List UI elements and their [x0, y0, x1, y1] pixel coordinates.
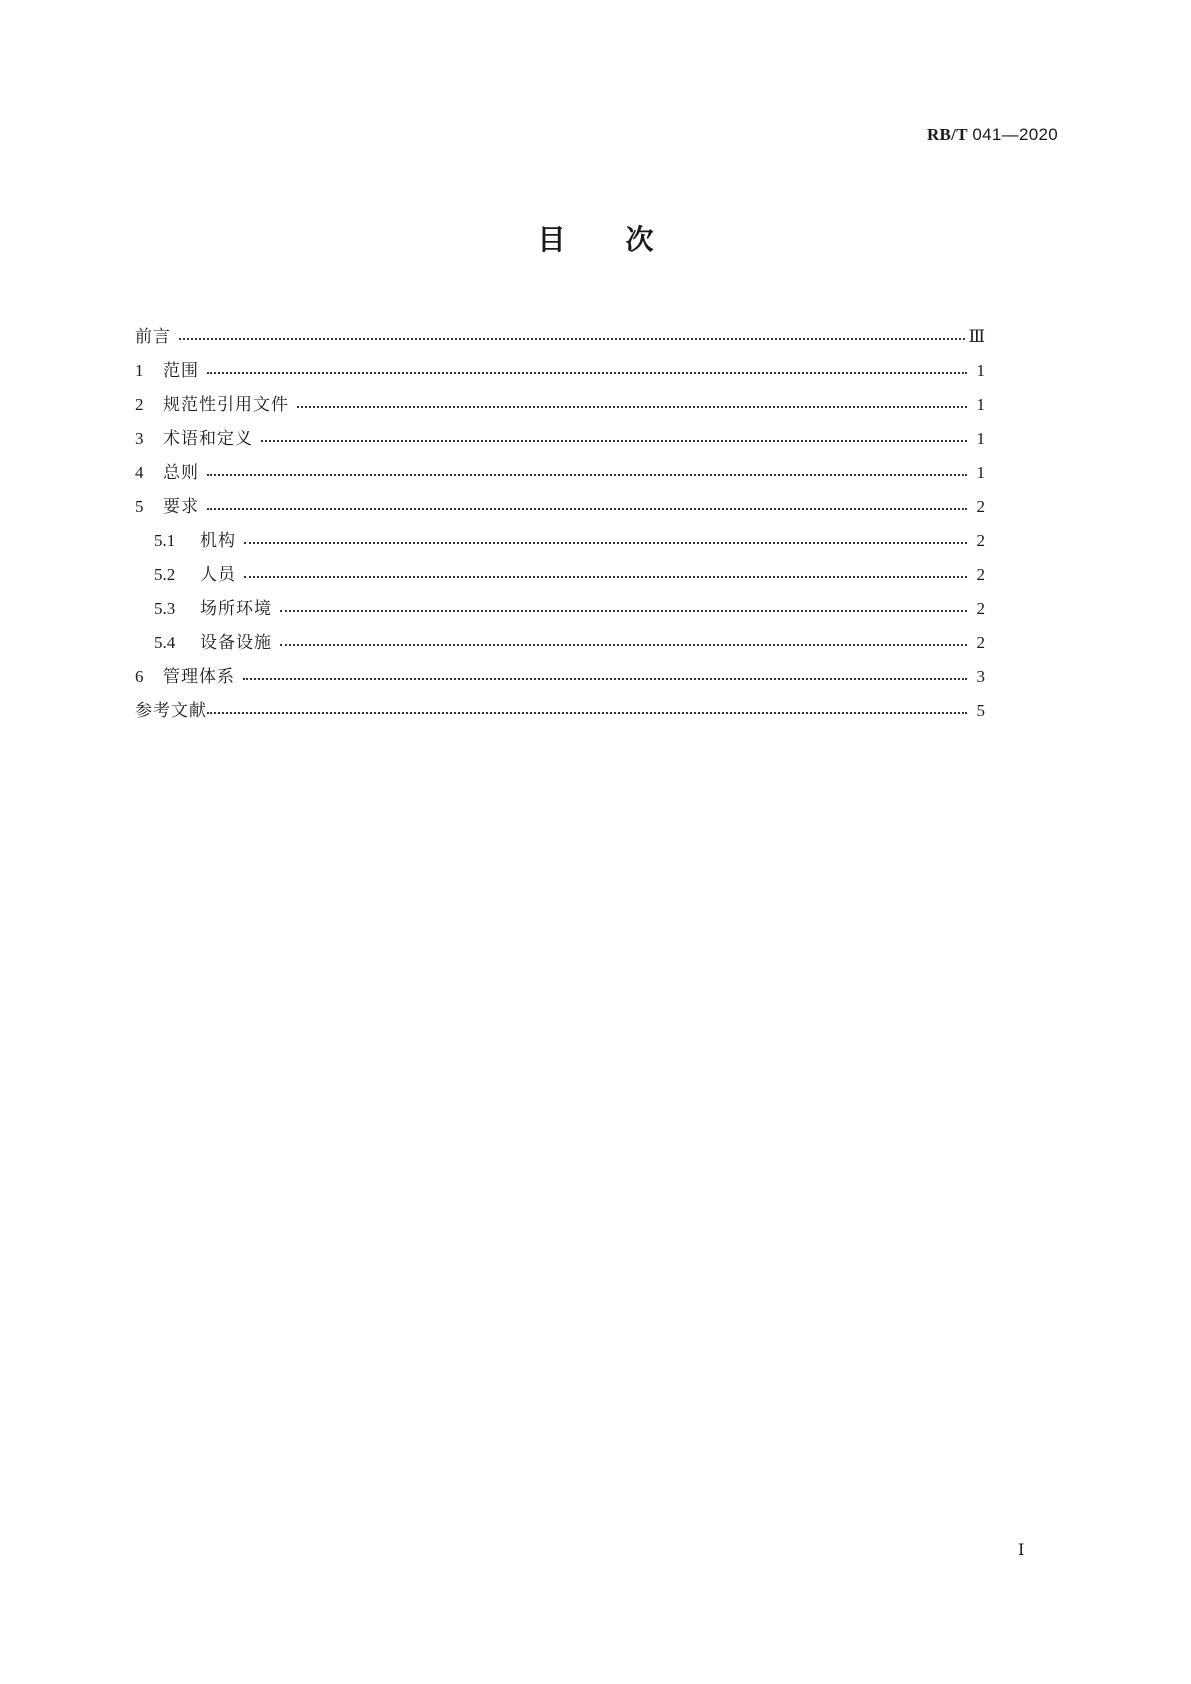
- toc-entry-page: 2: [976, 565, 985, 584]
- toc-entry-5-4[interactable]: [154, 631, 985, 655]
- toc-entry-page: 1: [976, 429, 985, 448]
- toc-entry-number: 6: [135, 667, 144, 686]
- toc-entry-label: 机构: [200, 531, 236, 551]
- toc-entry-label: 术语和定义: [163, 429, 253, 449]
- dot-leader: [207, 495, 967, 519]
- dot-leader: [207, 699, 967, 723]
- toc-entry-page: 1: [976, 395, 985, 414]
- toc-entry-page: Ⅲ: [968, 327, 985, 346]
- dot-leader: [244, 563, 967, 587]
- toc-entry-label: 人员: [200, 565, 236, 585]
- toc-entry-number: 5.3: [154, 599, 176, 618]
- toc-entry-number: 5: [135, 497, 144, 516]
- toc-entry-number: 2: [135, 395, 144, 414]
- page-number: Ⅰ: [1018, 1542, 1025, 1559]
- toc-entry-preface[interactable]: [135, 325, 985, 349]
- toc-entry-number: 5.1: [154, 531, 176, 550]
- toc-entry-page: 2: [976, 497, 985, 516]
- toc-entry-1[interactable]: [135, 359, 985, 383]
- toc-entry-5[interactable]: [135, 495, 985, 519]
- dot-leader: [261, 427, 967, 451]
- toc-entry-label: 规范性引用文件: [163, 395, 289, 415]
- toc-entry-label: 范围: [163, 361, 199, 381]
- dot-leader: [297, 393, 967, 417]
- toc-entry-label: 总则: [163, 463, 199, 483]
- toc-entry-2[interactable]: [135, 393, 985, 417]
- dot-leader: [280, 597, 967, 621]
- toc-entry-label: 要求: [163, 497, 199, 517]
- dot-leader: [280, 631, 967, 655]
- toc-entry-5-2[interactable]: [154, 563, 985, 587]
- toc-entry-page: 5: [976, 701, 985, 720]
- standard-number: 041—2020: [972, 125, 1058, 144]
- toc-entry-label: 场所环境: [200, 599, 272, 619]
- toc-entry-number: 5.2: [154, 565, 176, 584]
- toc-entry-5-1[interactable]: [154, 529, 985, 553]
- toc-entry-6[interactable]: [135, 665, 985, 689]
- toc-entry-number: 1: [135, 361, 144, 380]
- toc-entry-page: 3: [976, 667, 985, 686]
- dot-leader: [244, 529, 967, 553]
- toc-entry-number: 5.4: [154, 633, 176, 652]
- dot-leader: [207, 461, 967, 485]
- toc-entry-number: 3: [135, 429, 144, 448]
- toc-entry-label: 设备设施: [200, 633, 272, 653]
- toc-title: 目次: [537, 223, 714, 256]
- standard-prefix: RB/T: [926, 125, 968, 144]
- toc-entry-4[interactable]: [135, 461, 985, 485]
- dot-leader: [243, 665, 967, 689]
- toc-entry-3[interactable]: [135, 427, 985, 451]
- toc-entry-page: 1: [976, 463, 985, 482]
- toc-entry-number: 4: [135, 463, 144, 482]
- dot-leader: [207, 359, 967, 383]
- toc-entry-5-3[interactable]: [154, 597, 985, 621]
- toc-entry-references[interactable]: [135, 699, 985, 723]
- toc-entry-label: 前言: [135, 327, 171, 347]
- toc-entry-page: 2: [976, 531, 985, 550]
- toc-entry-page: 2: [976, 599, 985, 618]
- dot-leader: [179, 325, 965, 349]
- toc-entry-label: 参考文献: [135, 701, 207, 721]
- toc-entry-page: 2: [976, 633, 985, 652]
- standard-code: [927, 125, 1058, 145]
- toc-entry-page: 1: [976, 361, 985, 380]
- toc-entry-label: 管理体系: [163, 667, 235, 687]
